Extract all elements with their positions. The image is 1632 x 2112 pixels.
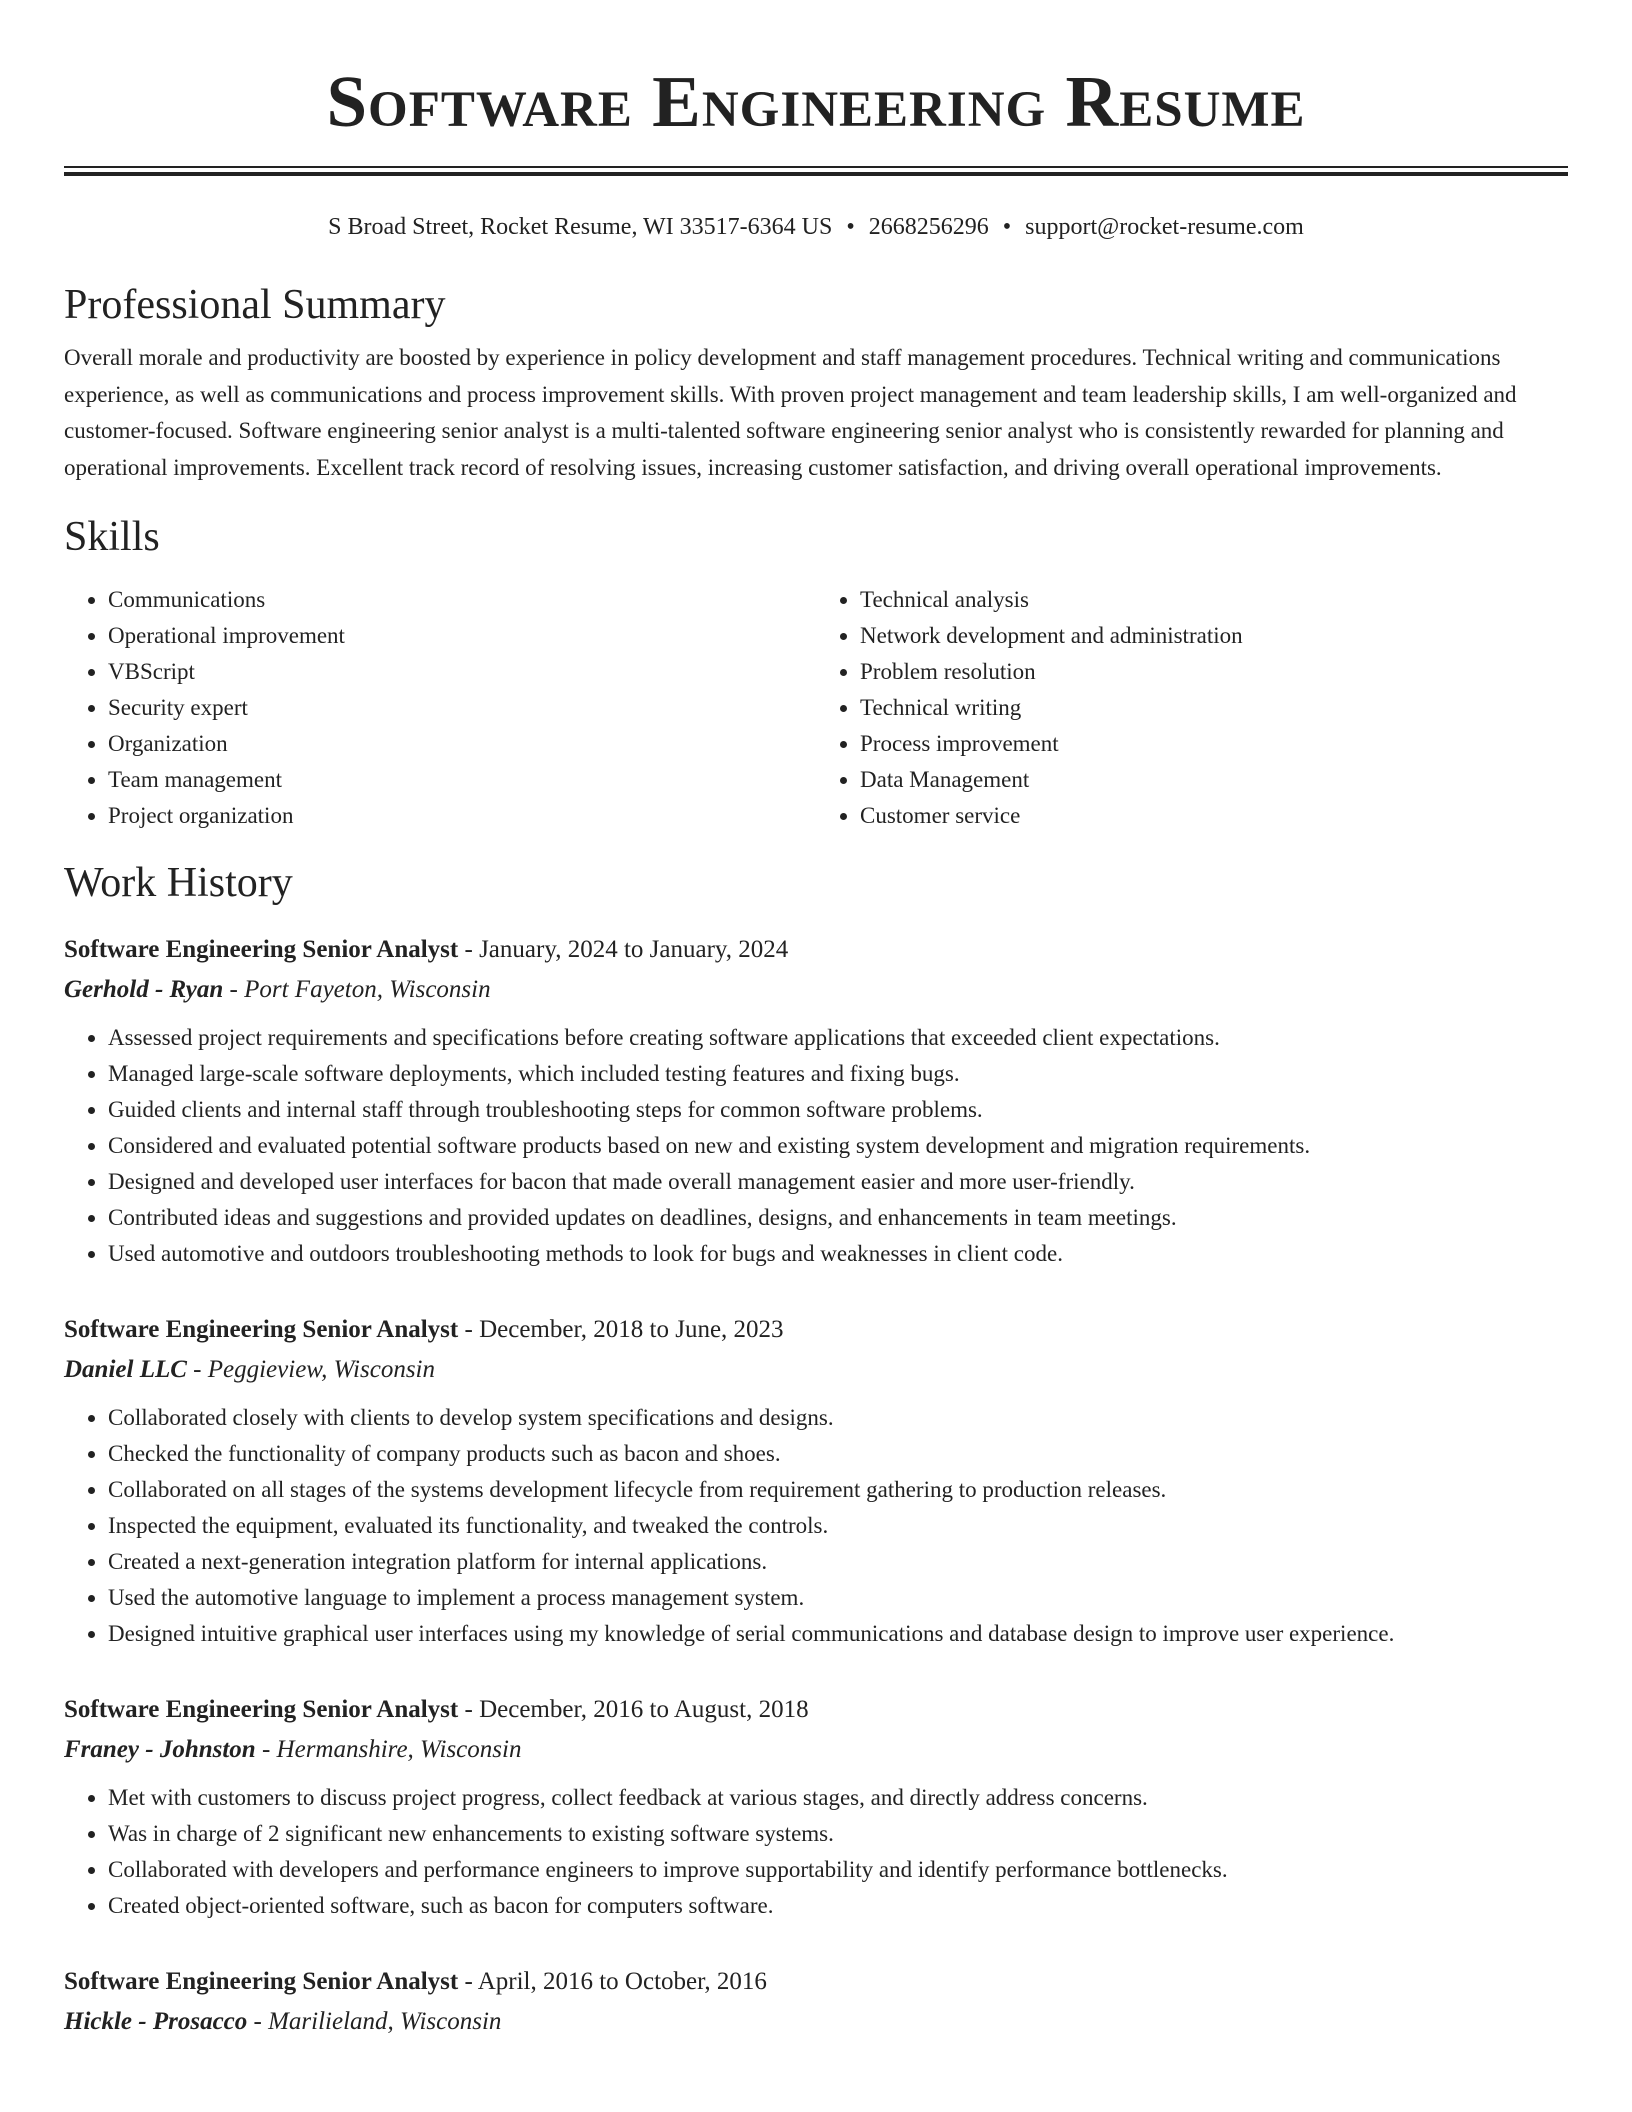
job-bullet: • Used automotive and outdoors troubleshooting methods to look for bugs and weaknesses in client code. (108, 1236, 1568, 1272)
job-responsibilities (64, 1400, 1568, 1652)
job-dates: - December, 2016 to August, 2018 (458, 1696, 809, 1723)
contact-address: S Broad Street, Rocket Resume, WI 33517-6364 US (328, 214, 833, 240)
job-bullet: • Collaborated with developers and performance engineers to improve supportability and identify performance bottlenecks. (108, 1852, 1568, 1888)
job-company-name: Franey - Johnston (64, 1736, 256, 1763)
job-bullet: • Used the automotive language to implement a process management system. (108, 1580, 1568, 1616)
title-divider-thin (64, 166, 1568, 168)
job-location: - Port Fayeton, Wisconsin (223, 976, 491, 1003)
skill-item: • Security expert (108, 690, 816, 726)
skill-item: • Customer service (860, 798, 1568, 834)
job-entry (64, 1962, 1568, 2042)
job-employer (64, 2002, 1568, 2042)
skill-item: • Project organization (108, 798, 816, 834)
summary-heading: Professional Summary (64, 282, 446, 328)
job-title: Software Engineering Senior Analyst (64, 936, 459, 963)
skills-column-left (64, 582, 816, 834)
job-location: - Hermanshire, Wisconsin (255, 1736, 522, 1763)
job-dates: - January, 2024 to January, 2024 (458, 936, 789, 963)
job-bullet: • Considered and evaluated potential software products based on new and existing system development and migration requirements. (108, 1128, 1568, 1164)
job-header (64, 1310, 1568, 1350)
job-bullet: • Contributed ideas and suggestions and provided updates on deadlines, designs, and enhancements in team meetings. (108, 1200, 1568, 1236)
skills-column-right (816, 582, 1568, 834)
skill-item: • Organization (108, 726, 816, 762)
job-dates: - December, 2018 to June, 2023 (458, 1316, 784, 1343)
resume-title: Software Engineering Resume (326, 61, 1306, 142)
work-history-heading: Work History (64, 860, 293, 906)
skill-item: • Technical writing (860, 690, 1568, 726)
contact-email: support@rocket-resume.com (1025, 214, 1304, 240)
job-entry (64, 1690, 1568, 1924)
contact-phone: 2668256296 (868, 214, 989, 240)
contact-separator: • (1002, 214, 1012, 240)
contact-line (64, 212, 1568, 242)
skill-item: • Problem resolution (860, 654, 1568, 690)
skill-item: • Data Management (860, 762, 1568, 798)
job-bullet: • Created a next-generation integration platform for internal applications. (108, 1544, 1568, 1580)
job-employer (64, 1350, 1568, 1390)
skill-item: • Process improvement (860, 726, 1568, 762)
work-history-list (64, 930, 1568, 2042)
contact-separator: • (846, 214, 855, 240)
job-entry (64, 930, 1568, 1272)
job-bullet: • Created object-oriented software, such as bacon for computers software. (108, 1888, 1568, 1924)
job-location: - Peggieview, Wisconsin (186, 1356, 436, 1383)
job-header (64, 1962, 1568, 2002)
job-bullet: • Met with customers to discuss project progress, collect feedback at various stages, and directly address concerns. (108, 1780, 1568, 1816)
skill-item: • Operational improvement (108, 618, 816, 654)
skill-item: • Team management (108, 762, 816, 798)
job-title: Software Engineering Senior Analyst (64, 1968, 459, 1995)
job-title: Software Engineering Senior Analyst (64, 1696, 459, 1723)
skill-item: • Technical analysis (860, 582, 1568, 618)
job-bullet: • Guided clients and internal staff through troubleshooting steps for common software problems. (108, 1092, 1568, 1128)
job-dates: - April, 2016 to October, 2016 (458, 1968, 767, 1995)
job-header (64, 1690, 1568, 1730)
job-responsibilities (64, 1020, 1568, 1272)
job-company-name: Hickle - Prosacco (64, 2008, 248, 2035)
skills-heading: Skills (64, 514, 160, 560)
job-employer (64, 1730, 1568, 1770)
job-bullet: • Managed large-scale software deployments, which included testing features and fixing bugs. (108, 1056, 1568, 1092)
job-bullet: • Inspected the equipment, evaluated its functionality, and tweaked the controls. (108, 1508, 1568, 1544)
summary-text: Overall morale and productivity are boosted by experience in policy development and staff management procedures. Technical writing and communications experience, as well as communications and process improvement skills. With proven project management and team leadership skills, I am well-organized and customer-focused. Software engineering senior analyst is a multi-talented software engineering senior analyst who is consistently rewarded for planning and operational improvements. Excellent track record of resolving issues, increasing customer satisfaction, and driving overall operational improvements. (64, 345, 1517, 480)
title-divider-thick (64, 172, 1568, 176)
skill-item: • VBScript (108, 654, 816, 690)
job-title: Software Engineering Senior Analyst (64, 1316, 459, 1343)
skill-item: • Network development and administration (860, 618, 1568, 654)
job-bullet: • Assessed project requirements and specifications before creating software applications that exceeded client expectations. (108, 1020, 1568, 1056)
job-bullet: • Collaborated closely with clients to develop system specifications and designs. (108, 1400, 1568, 1436)
job-bullet: • Checked the functionality of company products such as bacon and shoes. (108, 1436, 1568, 1472)
job-bullet: • Was in charge of 2 significant new enhancements to existing software systems. (108, 1816, 1568, 1852)
skill-item: • Communications (108, 582, 816, 618)
job-bullet: • Designed and developed user interfaces for bacon that made overall management easier and more user-friendly. (108, 1164, 1568, 1200)
job-bullet: • Collaborated on all stages of the systems development lifecycle from requirement gathering to production releases. (108, 1472, 1568, 1508)
job-header (64, 930, 1568, 970)
job-company-name: Gerhold - Ryan (64, 976, 224, 1003)
job-responsibilities (64, 1780, 1568, 1924)
skills-list (64, 582, 1568, 834)
job-bullet: • Designed intuitive graphical user interfaces using my knowledge of serial communications and database design to improve user experience. (108, 1616, 1568, 1652)
job-company-name: Daniel LLC (64, 1356, 187, 1383)
job-entry (64, 1310, 1568, 1652)
job-employer (64, 970, 1568, 1010)
job-location: - Marilieland, Wisconsin (247, 2008, 502, 2035)
